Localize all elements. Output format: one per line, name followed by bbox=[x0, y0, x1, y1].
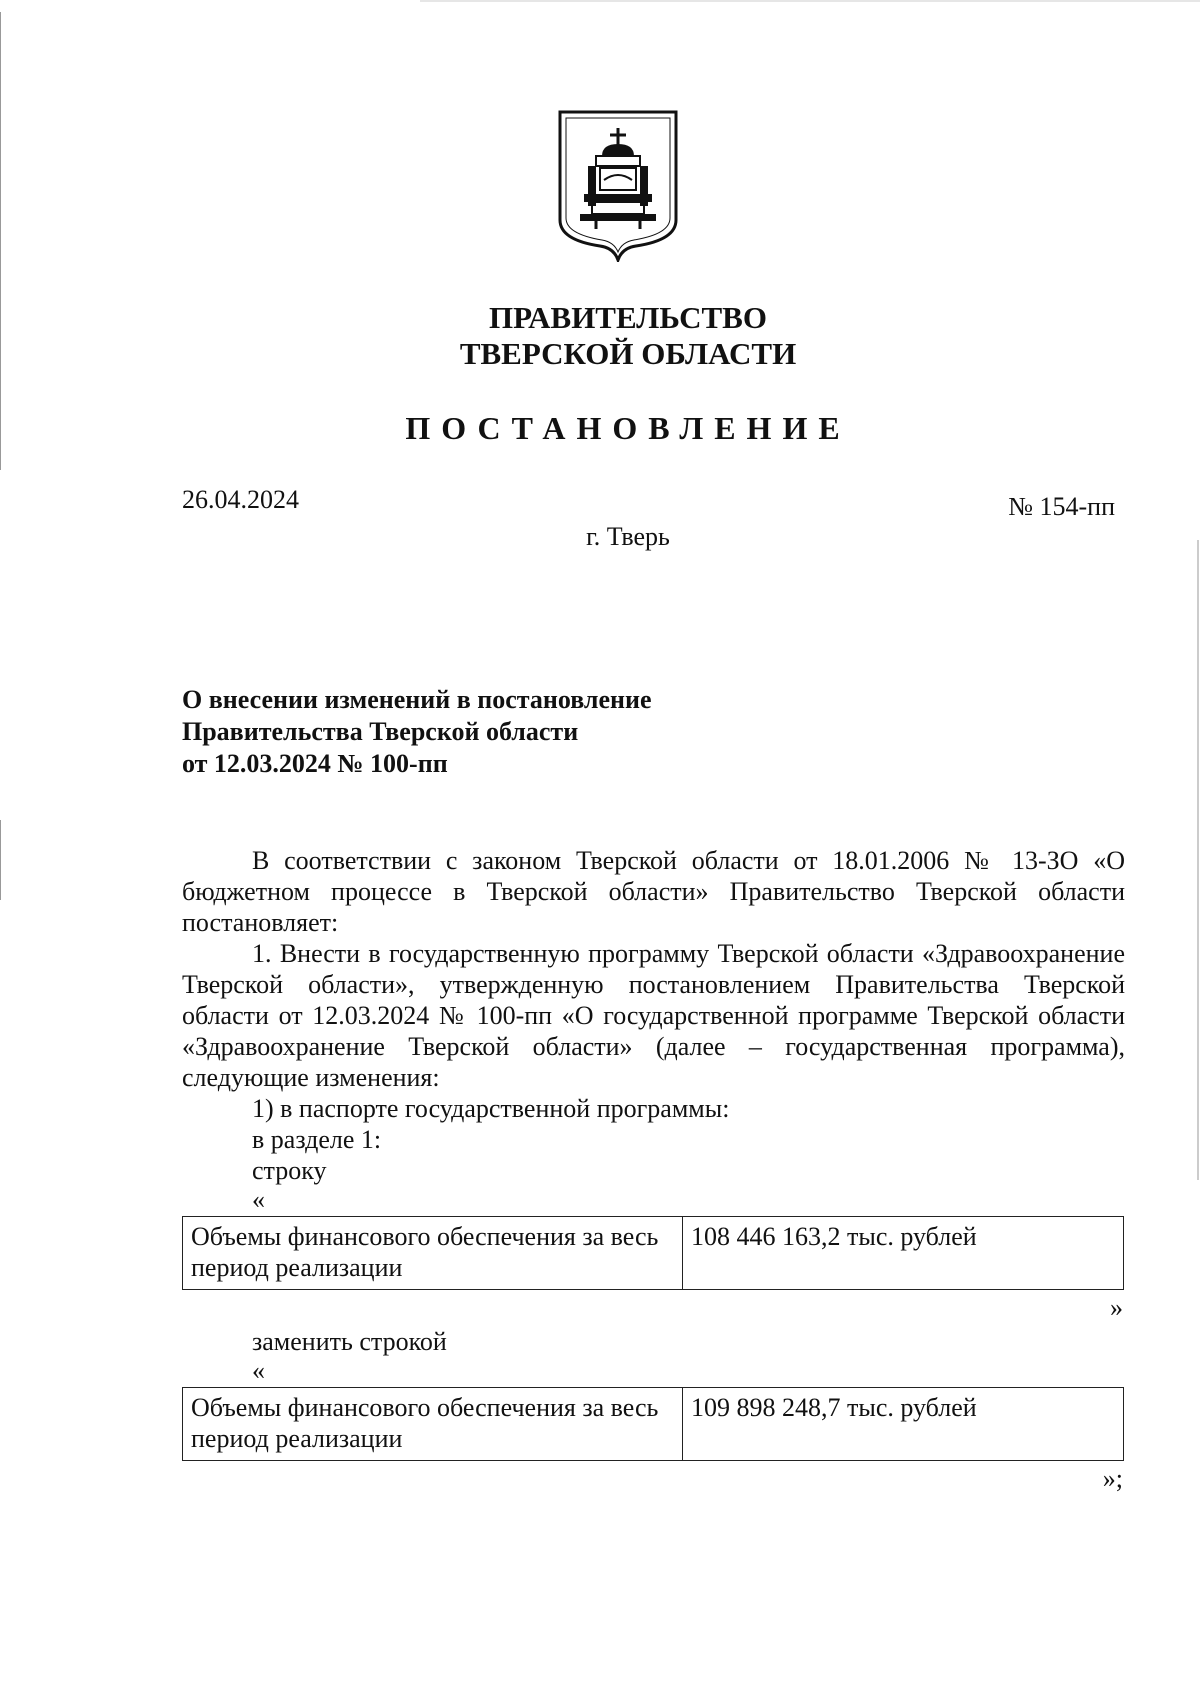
subject-line: Правительства Тверской области bbox=[182, 717, 579, 746]
preamble-paragraph: В соответствии с законом Тверской области от 18.01.2006 № 13-ЗО «О бюджетном процессе в Тверской области» Правительство Тверской области постановляет: bbox=[182, 846, 1125, 937]
sub-item-1: 1) в паспорте государственной программы: bbox=[252, 1094, 730, 1123]
funding-label-cell: Объемы финансового обеспечения за весь период реализации bbox=[183, 1217, 683, 1290]
row-word: строку bbox=[252, 1156, 327, 1185]
open-quote: « bbox=[252, 1185, 265, 1214]
subject-line: О внесении изменений в постановление bbox=[182, 685, 652, 714]
funding-value-cell: 109 898 248,7 тыс. рублей bbox=[683, 1388, 1124, 1461]
close-quote: »; bbox=[1102, 1464, 1123, 1493]
item-1-paragraph: 1. Внести в государственную программу Тверской области «Здравоохранение Тверской области», утвержденную постановлением Правительства Тверской области от 12.03.2024 № 100-пп «О государственной программе Тверской области «Здравоохранение Тверской области» (далее – государственная программа), следующие изменения: bbox=[182, 939, 1125, 1092]
organization-region: ТВЕРСКОЙ ОБЛАСТИ bbox=[459, 336, 797, 371]
replace-instruction: заменить строкой bbox=[252, 1327, 447, 1356]
document-type: ПОСТАНОВЛЕНИЕ bbox=[405, 410, 851, 446]
funding-label-cell: Объемы финансового обеспечения за весь период реализации bbox=[183, 1388, 683, 1461]
subject-line: от 12.03.2024 № 100-пп bbox=[182, 749, 448, 778]
section-reference: в разделе 1: bbox=[252, 1125, 382, 1154]
document-city: г. Тверь bbox=[586, 522, 670, 551]
open-quote: « bbox=[252, 1356, 265, 1385]
document-number: № 154-пп bbox=[1008, 492, 1115, 521]
close-quote: » bbox=[1110, 1293, 1123, 1322]
document-date: 26.04.2024 bbox=[182, 485, 299, 514]
funding-value-cell: 108 446 163,2 тыс. рублей bbox=[683, 1217, 1124, 1290]
organization-name: ПРАВИТЕЛЬСТВО bbox=[489, 300, 767, 335]
